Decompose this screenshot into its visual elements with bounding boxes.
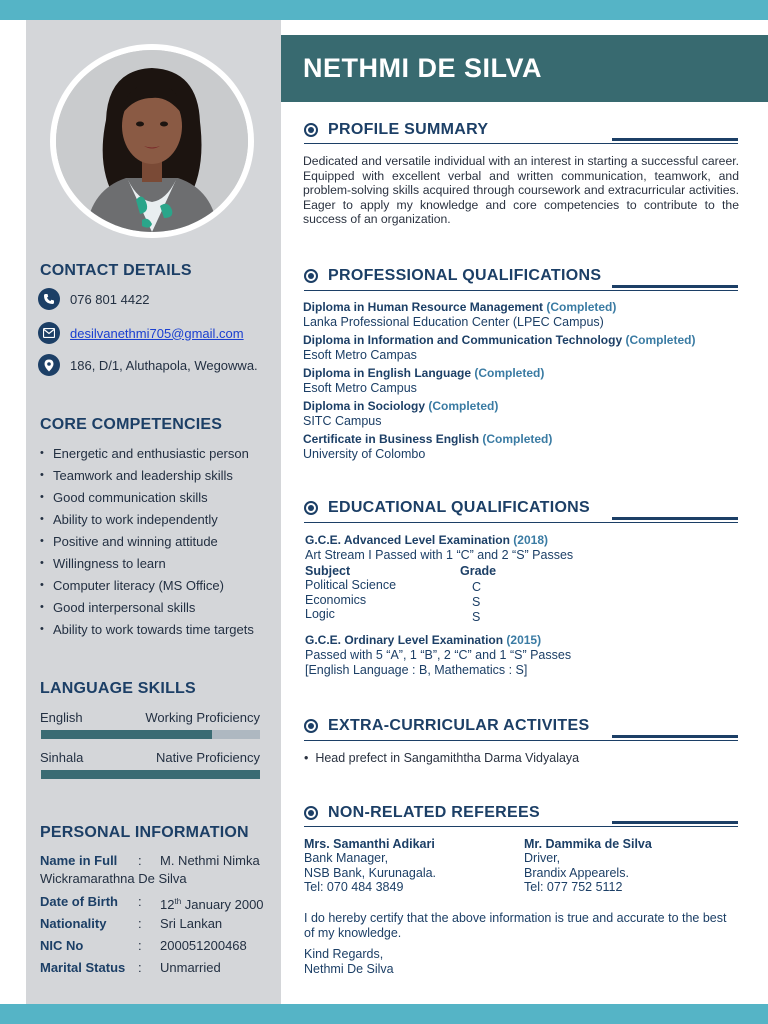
- contact-phone: [38, 288, 150, 310]
- section-divider: [304, 826, 738, 827]
- activity-text: Head prefect in Sangamiththa Darma Vidyalaya: [315, 751, 580, 765]
- language-name: Sinhala: [40, 750, 84, 765]
- personal-colon: :: [138, 960, 142, 975]
- qualification-item: [303, 432, 552, 446]
- dob-suffix: th: [174, 897, 182, 906]
- section-bullet-icon: [304, 806, 318, 820]
- list-item: • Computer literacy (MS Office): [40, 578, 276, 600]
- referee-left-role: Bank Manager,: [304, 851, 389, 865]
- section-bullet-icon: [304, 501, 318, 515]
- competencies-heading: CORE COMPETENCIES: [40, 416, 223, 433]
- personal-colon: :: [138, 938, 142, 953]
- list-item: • Willingness to learn: [40, 556, 276, 578]
- ol-result: Passed with 5 “A”, 1 “B”, 2 “C” and 1 “S” Passes: [305, 648, 572, 662]
- address-text: 186, D/1, Aluthapola, Wegowwa.: [70, 357, 258, 373]
- exam-year: (2015): [506, 633, 542, 647]
- personal-key: NIC No: [40, 938, 84, 953]
- declaration-text: I do hereby certify that the above information is true and accurate to the best of my knowledge.: [304, 911, 727, 940]
- qualification-title: Certificate in Business English: [303, 432, 480, 446]
- list-item: • Energetic and enthusiastic person: [40, 446, 276, 468]
- personal-key: Marital Status: [40, 960, 126, 975]
- personal-key: Date of Birth: [40, 894, 118, 909]
- qualification-item: [303, 399, 498, 413]
- subject-name: Logic: [305, 607, 335, 621]
- qualification-title: Diploma in Human Resource Management: [303, 300, 544, 314]
- personal-value: M. Nethmi Nimka: [160, 853, 260, 868]
- qualification-institute: SITC Campus: [303, 414, 382, 428]
- language-level: Native Proficiency: [155, 750, 260, 765]
- al-exam-title: [305, 533, 548, 547]
- subject-grade: C: [472, 580, 482, 594]
- qualification-status: (Completed): [546, 300, 617, 314]
- language-sinhala: [40, 750, 260, 765]
- section-bullet-icon: [304, 269, 318, 283]
- personal-name-continued: Wickramarathna De Silva: [40, 871, 187, 886]
- email-icon: [38, 322, 60, 344]
- top-accent-bar: [0, 0, 768, 20]
- referee-right-role: Driver,: [524, 851, 561, 865]
- language-english: [40, 710, 260, 725]
- dob-day: 12: [160, 897, 175, 912]
- qualification-institute: University of Colombo: [303, 447, 426, 461]
- list-item: • Teamwork and leadership skills: [40, 468, 276, 490]
- section-heading: EDUCATIONAL QUALIFICATIONS: [328, 499, 591, 516]
- al-stream: Art Stream I Passed with 1 “C” and 2 “S” Passes: [305, 548, 574, 562]
- qualification-institute: Esoft Metro Campas: [303, 348, 417, 362]
- list-item: • Positive and winning attitude: [40, 534, 276, 556]
- personal-key: Nationality: [40, 916, 107, 931]
- ol-exam-title: [305, 633, 541, 647]
- professional-section-title: [304, 267, 601, 285]
- contact-address: [38, 354, 258, 376]
- referee-right-name: Mr. Dammika de Silva: [524, 837, 652, 851]
- language-bar-english: [41, 730, 260, 739]
- referee-left-name: Mrs. Samanthi Adikari: [304, 837, 435, 851]
- section-heading: PROFILE SUMMARY: [328, 121, 489, 138]
- section-heading: PROFESSIONAL QUALIFICATIONS: [328, 267, 602, 284]
- personal-colon: :: [138, 916, 142, 931]
- list-item: • Head prefect in Sangamiththa Darma Vidyalaya: [304, 751, 580, 765]
- personal-colon: :: [138, 853, 142, 868]
- list-item: • Good interpersonal skills: [40, 600, 276, 622]
- exam-year: (2018): [513, 533, 548, 547]
- list-item: • Ability to work towards time targets: [40, 622, 276, 644]
- referee-left-tel: Tel: 070 484 3849: [304, 880, 404, 894]
- section-divider-accent: [612, 285, 738, 288]
- personal-colon: :: [138, 894, 142, 909]
- qualification-status: (Completed): [482, 432, 553, 446]
- language-bar-fill: [41, 770, 260, 779]
- grade-header: Grade: [460, 564, 497, 578]
- subject-name: Economics: [305, 593, 367, 607]
- language-bar-fill: [41, 730, 212, 739]
- personal-key: Name in Full: [40, 853, 118, 868]
- profile-summary-text: Dedicated and versatile individual with an interest in starting a successful career. Equipped with excellent verbal and written communication, teamwork, and problem-solving skills acquired through coursework and extracurricular activities. Eager to apply my knowledge and core competencies to contribute to the success of an organization.: [303, 154, 739, 227]
- personal-value: [160, 894, 264, 913]
- subject-grade: S: [472, 595, 481, 609]
- list-item: • Good communication skills: [40, 490, 276, 512]
- qualification-title: Diploma in Information and Communication Technology: [303, 333, 623, 347]
- qualification-item: [303, 333, 695, 347]
- qualification-status: (Completed): [474, 366, 545, 380]
- profile-photo: [56, 50, 248, 232]
- competencies-list: [40, 446, 276, 644]
- section-divider: [304, 290, 738, 291]
- referee-right-org: Brandix Appearels.: [524, 866, 629, 880]
- phone-number: 076 801 4422: [70, 291, 150, 307]
- candidate-name: NETHMI DE SILVA: [303, 53, 543, 83]
- signature-name: Nethmi De Silva: [304, 962, 394, 976]
- referee-left-org: NSB Bank, Kurunagala.: [304, 866, 437, 880]
- subject-grade: S: [472, 610, 481, 624]
- language-name: English: [40, 710, 83, 725]
- qualification-item: [303, 366, 544, 380]
- section-divider-accent: [612, 517, 738, 520]
- section-divider-accent: [612, 138, 738, 141]
- exam-title: G.C.E. Advanced Level Examination: [305, 533, 510, 547]
- qualification-status: (Completed): [625, 333, 696, 347]
- section-heading: NON-RELATED REFEREES: [328, 804, 540, 821]
- closing-text: Kind Regards,: [304, 947, 384, 961]
- section-divider: [304, 143, 738, 144]
- qualification-title: Diploma in Sociology: [303, 399, 426, 413]
- personal-value: Unmarried: [160, 960, 221, 975]
- section-bullet-icon: [304, 719, 318, 733]
- section-divider-accent: [612, 735, 738, 738]
- exam-title: G.C.E. Ordinary Level Examination: [305, 633, 504, 647]
- qualification-institute: Lanka Professional Education Center (LPEC Campus): [303, 315, 604, 329]
- qualification-title: Diploma in English Language: [303, 366, 472, 380]
- personal-value: 200051200468: [160, 938, 247, 953]
- section-divider-accent: [612, 821, 738, 824]
- referee-right-tel: Tel: 077 752 5112: [524, 880, 623, 894]
- qualification-status: (Completed): [428, 399, 499, 413]
- dob-rest: January 2000: [181, 897, 264, 912]
- section-heading: EXTRA-CURRICULAR ACTIVITES: [328, 717, 590, 734]
- personal-value: Sri Lankan: [160, 916, 223, 931]
- language-heading: LANGUAGE SKILLS: [40, 680, 196, 697]
- qualification-item: [303, 300, 616, 314]
- contact-email: [38, 322, 244, 344]
- personal-heading: PERSONAL INFORMATION: [40, 824, 249, 841]
- name-banner: [281, 35, 768, 102]
- extra-section-title: [304, 717, 589, 735]
- phone-icon: [38, 288, 60, 310]
- section-divider: [304, 522, 738, 523]
- qualification-institute: Esoft Metro Campus: [303, 381, 417, 395]
- profile-section-title: [304, 121, 488, 139]
- list-item: • Ability to work independently: [40, 512, 276, 534]
- ol-detail: [English Language : B, Mathematics : S]: [305, 663, 528, 677]
- language-level: Working Proficiency: [145, 710, 260, 725]
- email-link[interactable]: desilvanethmi705@gmail.com: [70, 325, 244, 341]
- subject-name: Political Science: [305, 578, 397, 592]
- language-bar-sinhala: [41, 770, 260, 779]
- section-bullet-icon: [304, 123, 318, 137]
- location-icon: [38, 354, 60, 376]
- referees-section-title: [304, 804, 540, 822]
- section-divider: [304, 740, 738, 741]
- bottom-accent-bar: [0, 1004, 768, 1024]
- contact-heading: CONTACT DETAILS: [40, 262, 192, 279]
- education-section-title: [304, 499, 590, 517]
- subject-header: Subject: [305, 564, 351, 578]
